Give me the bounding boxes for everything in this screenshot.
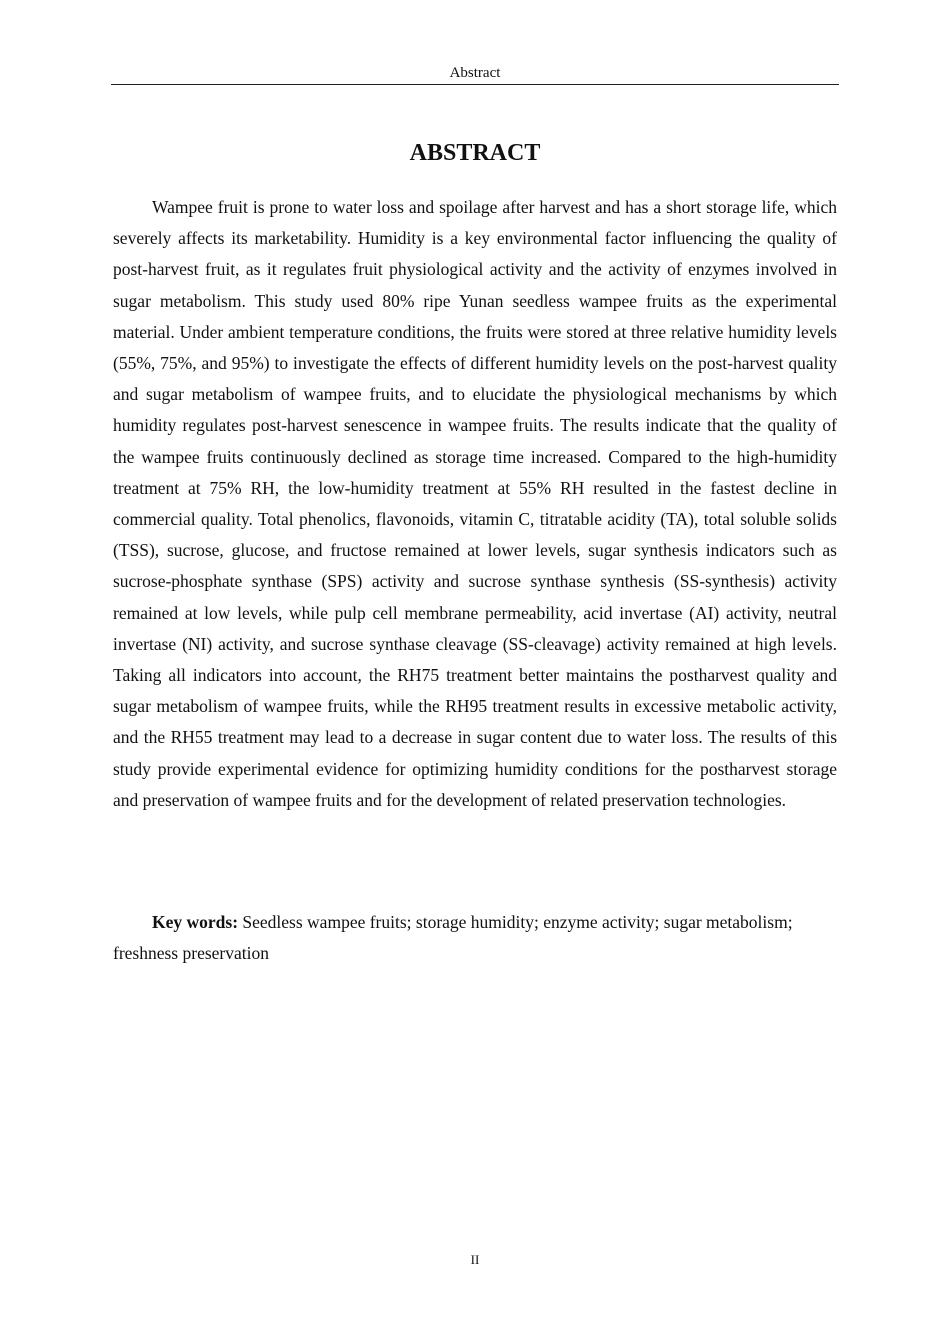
header-rule	[111, 84, 839, 85]
keywords-label: Key words:	[152, 912, 239, 932]
keywords-text: Seedless wampee fruits; storage humidity; enzyme activity; sugar metabolism; freshness preservation	[113, 912, 793, 964]
page-title: ABSTRACT	[409, 140, 541, 166]
running-header: Abstract	[449, 65, 501, 81]
page-number: II	[470, 1252, 480, 1267]
keywords-paragraph	[113, 907, 843, 969]
abstract-body: Wampee fruit is prone to water loss and spoilage after harvest and has a short storage life, which severely affects its marketability. Humidity is a key environmental factor influencing the quality of post-harvest fruit, as it regulates fruit physiological activity and the activity of enzymes involved in sugar metabolism. This study used 80% ripe Yunan seedless wampee fruits as the experimental material. Under ambient temperature conditions, the fruits were stored at three relative humidity levels (55%, 75%, and 95%) to investigate the effects of different humidity levels on the post-harvest quality and sugar metabolism of wampee fruits, and to elucidate the physiological mechanisms by which humidity regulates post-harvest senescence in wampee fruits. The results indicate that the quality of the wampee fruits continuously declined as storage time increased. Compared to the high-humidity treatment at 75% RH, the low-humidity treatment at 55% RH resulted in the fastest decline in commercial quality. Total phenolics, flavonoids, vitamin C, titratable acidity (TA), total soluble solids (TSS), sucrose, glucose, and fructose remained at lower levels, sugar synthesis indicators such as sucrose-phosphate synthase (SPS) activity and sucrose synthase synthesis (SS-synthesis) activity remained at low levels, while pulp cell membrane permeability, acid invertase (AI) activity, neutral invertase (NI) activity, and sucrose synthase cleavage (SS-cleavage) activity remained at high levels. Taking all indicators into account, the RH75 treatment better maintains the postharvest quality and sugar metabolism of wampee fruits, while the RH95 treatment results in excessive metabolic activity, and the RH55 treatment may lead to a decrease in sugar content due to water loss. The results of this study provide experimental evidence for optimizing humidity conditions for the postharvest storage and preservation of wampee fruits and for the development of related preservation technologies.	[113, 197, 837, 810]
